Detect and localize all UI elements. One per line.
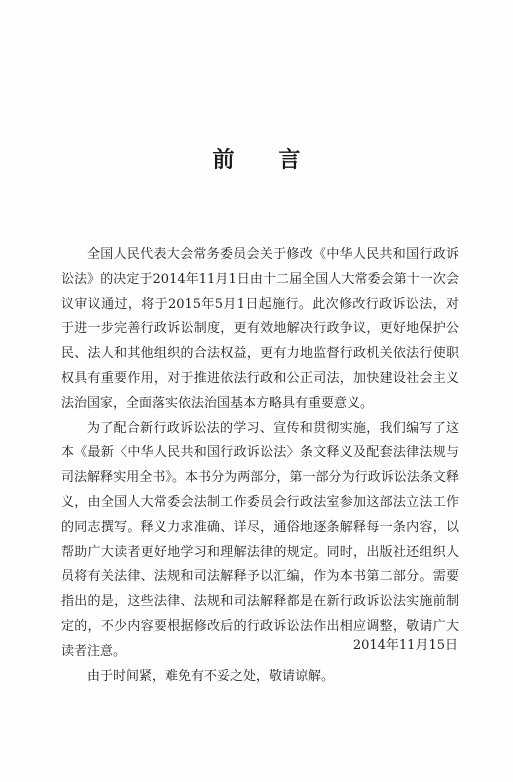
signature-date: 2014年11月15日 xyxy=(352,638,458,653)
page-title: 前言 xyxy=(212,148,345,173)
paragraph: 为了配合新行政诉讼法的学习、宣传和贯彻实施，我们编写了这本《最新〈中华人民共和国行政诉讼法〉条文释义及配套法律法规与司法解释实用全书》。本书分为两部分，第一部分为行政诉讼法条文释义，由全国人大常委会法制工作委员会行政法室参加这部法立法工作的同志撰写。释义力求准确、详尽，通俗地逐条解释每一条内容，以帮助广大读者更好地学习和理解法律的规定。同时，出版社还组织人员将有关法律、法规和司法解释予以汇编，作为本书第二部分。需要指出的是，这些法律、法规和司法解释都是在新行政诉讼法实施前制定的，不少内容要根据修改后的行政诉讼法作出相应调整，敬请广大读者注意。 xyxy=(61,420,459,659)
paragraph: 全国人民代表大会常务委员会关于修改《中华人民共和国行政诉讼法》的决定于2014年11月1日由十二届全国人大常委会第十一次会议审议通过，将于2015年5月1日起施行。此次修改行政诉讼法，对于进一步完善行政诉讼制度，更有效地解决行政争议，更好地保护公民、法人和其他组织的合法权益，更有力地监督行政机关依法行使职权具有重要作用，对于推进依法行政和公正司法，加快建设社会主义法治国家，全面落实依法治国基本方略具有重要意义。 xyxy=(61,247,459,411)
paragraph: 由于时间紧，难免有不妥之处，敬请谅解。 xyxy=(87,668,335,684)
preface-body xyxy=(61,243,459,689)
